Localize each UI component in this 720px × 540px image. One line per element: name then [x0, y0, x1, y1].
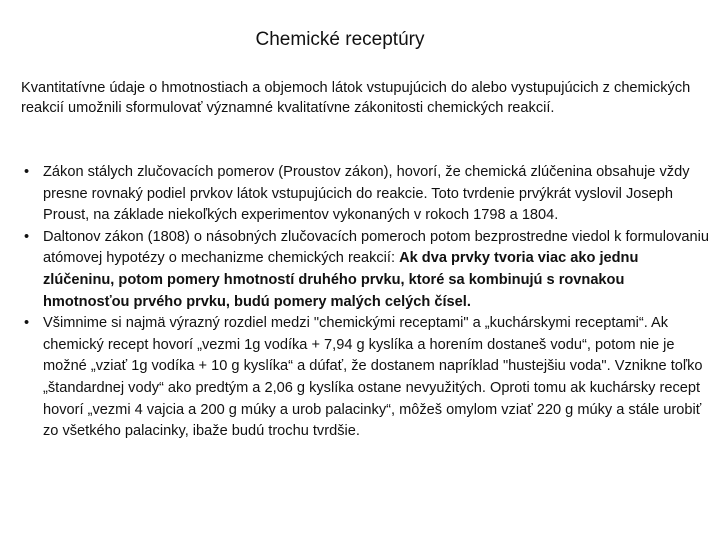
- bullet-list: [21, 162, 711, 443]
- bullet-text: Všimnime si najmä výrazný rozdiel medzi "chemickými receptami" a „kuchárskymi receptami“. Ak chemický recept hovorí „vezmi 1g vodíka + 7,94 g kyslíka a horením dostaneš vodu“, potom nie je možné „vziať 1g vodíka + 10 g kyslíka“ a dúfať, že dostanem napríklad "hustejšiu voda". Vznikne toľko „štandardnej vody“ ako predtým a 2,06 g kyslíka ostane nevyužitých. Oproti tomu ak kuchársky recept hovorí „vezmi 4 vajcia a 200 g múky a urob palacinky“, môžeš omylom vziať 220 g múky a stále urobiť zo všetkého palacinky, ibaže budú trochu tvrdšie.: [43, 315, 703, 440]
- bullet-marker: •: [24, 228, 30, 245]
- list-item: [21, 313, 711, 443]
- bullet-text: Zákon stálych zlučovacích pomerov (Proustov zákon), hovorí, že chemická zlúčenina obsahuje vždy presne rovnaký podiel prvkov látok vstupujúcich do reakcie. Toto tvrdenie prvýkrát vyslovil Joseph Proust, na základe niekoľkých experimentov vykonaných v rokoch 1798 a 1804.: [43, 164, 690, 224]
- bullet-bold-text: Ak dva prvky tvoria viac ako jednu zlúčeninu, potom pomery hmotností druhého prvku, ktoré sa kombinujú s rovnakou hmotnosťou prvého prvku, budú pomery malých celých čísel.: [43, 250, 639, 310]
- bullet-text: Daltonov zákon (1808) o násobných zlučovacích pomeroch potom bezprostredne viedol k formulovaniu atómovej hypotézy o mechanizme chemických reakcií:: [43, 228, 710, 267]
- bullet-marker: •: [24, 315, 30, 332]
- list-item: [21, 227, 711, 313]
- list-item: [21, 162, 711, 227]
- intro-paragraph: Kvantitatívne údaje o hmotnostiach a objemoch látok vstupujúcich do alebo vystupujúcich z chemických reakcií umožnili sformulovať významné kvalitatívne zákonitosti chemických reakcií.: [21, 80, 691, 117]
- page-title: Chemické receptúry: [255, 29, 425, 50]
- bullet-marker: •: [24, 164, 30, 180]
